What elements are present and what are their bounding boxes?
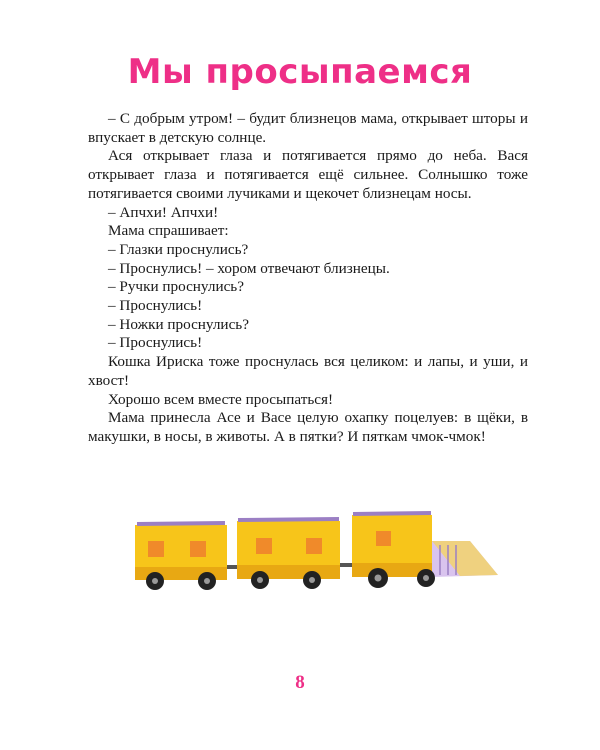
story-paragraph: – Апчхи! Апчхи! <box>108 203 219 221</box>
story-paragraph: Мама принесла Асе и Васе целую охапку поцелуев: в щёки, в макушки, в носы, в животы. А в пятки? И пяткам чмок-чмок! <box>88 409 528 445</box>
story-paragraph: – Проснулись! <box>108 297 203 315</box>
page-title: Мы просыпаемся <box>127 52 473 92</box>
story-paragraph: Кошка Ириска тоже проснулась вся целиком: и лапы, и уши, и хвост! <box>88 353 528 389</box>
train-car-1 <box>135 523 227 590</box>
train-car-2 <box>237 519 340 589</box>
story-paragraph: – Глазки проснулись? <box>108 240 249 258</box>
story-paragraph: – Проснулись! – хором отвечают близнецы. <box>108 259 390 277</box>
story-paragraph: Ася открывает глаза и потягивается прямо до неба. Вася открывает глаза и потягивается ещё сильнее. Солнышко тоже потягивается своими лучиками и щекочет близнецам носы. <box>88 147 528 202</box>
story-paragraph: – Проснулись! <box>108 334 203 352</box>
story-paragraph: – С добрым утром! – будит близнецов мама, открывает шторы и впускает в детскую солнце. <box>88 110 528 146</box>
train-locomotive <box>352 513 498 588</box>
page-number: 8 <box>295 672 305 693</box>
story-paragraph: Хорошо всем вместе просыпаться! <box>108 390 334 408</box>
train-coupling <box>340 563 354 567</box>
story-paragraph: Мама спрашивает: <box>108 222 229 240</box>
story-paragraph: – Ручки проснулись? <box>108 278 244 296</box>
story-text <box>88 110 528 447</box>
yellow-toy-train-icon <box>130 505 500 595</box>
story-paragraph: – Ножки проснулись? <box>108 315 249 333</box>
